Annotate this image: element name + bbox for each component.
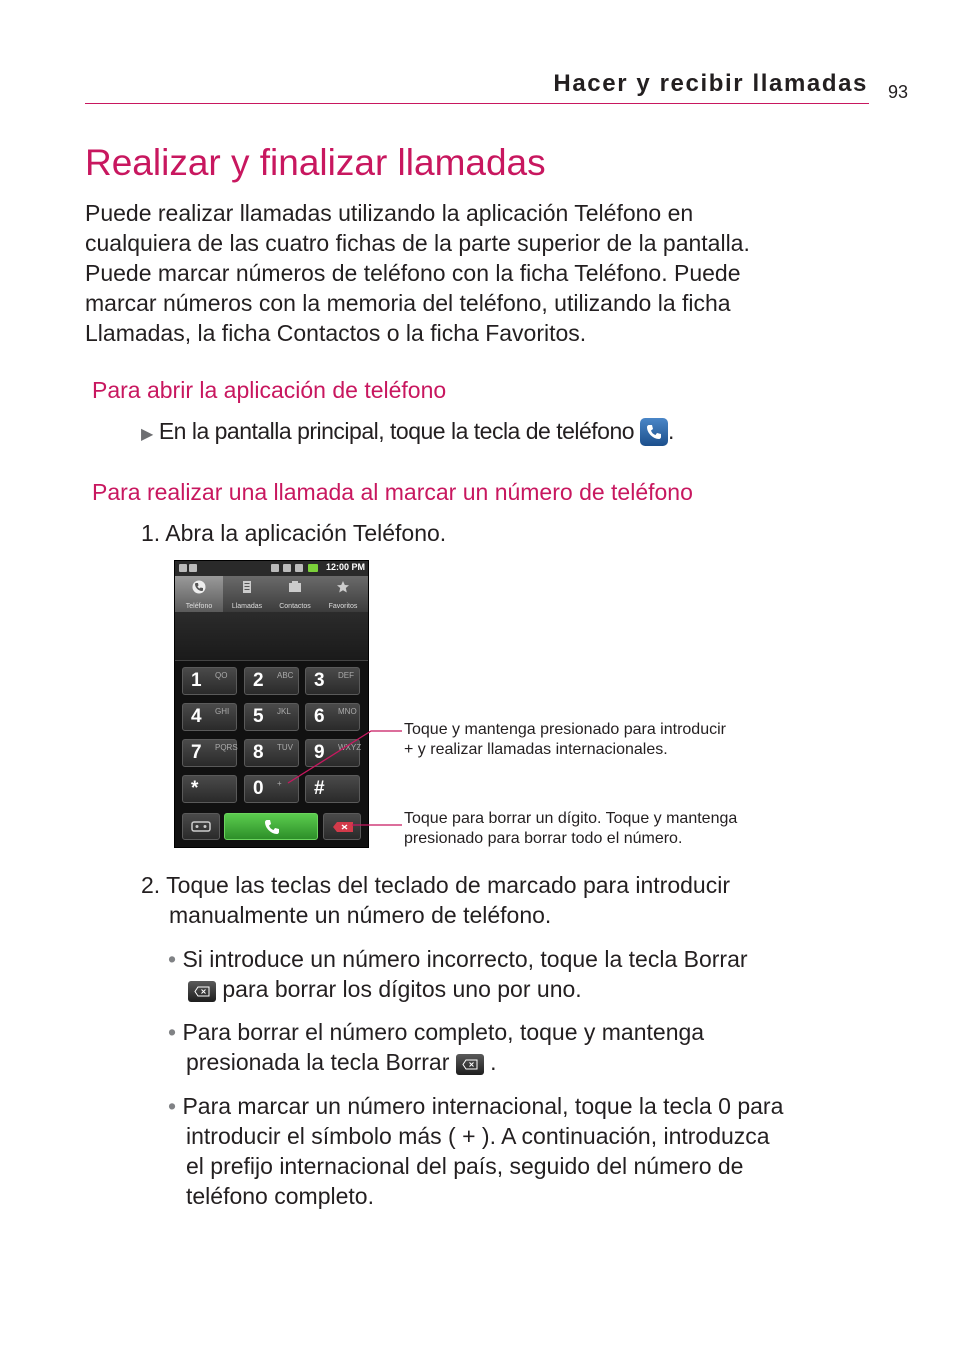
- llamadas-term: Llamadas: [85, 320, 185, 346]
- zero-key-callout: [404, 720, 726, 760]
- delete-key-icon: [456, 1054, 484, 1075]
- tab-label: Contactos: [279, 603, 311, 610]
- step-end: .: [667, 418, 674, 444]
- key-digit: 1: [191, 670, 202, 691]
- callout-line: Toque para borrar un dígito. Toque y mantenga: [404, 810, 738, 827]
- tab-label: Favoritos: [328, 603, 358, 610]
- dialpad-key[interactable]: [182, 667, 237, 695]
- bullet-text: introducir el símbolo más (: [186, 1123, 463, 1149]
- key-letters: ABC: [277, 671, 294, 680]
- key-digit: 5: [253, 706, 264, 727]
- dial-step-2: [141, 870, 730, 930]
- tab-llamadas[interactable]: [223, 576, 271, 612]
- bullet-international: [168, 1091, 783, 1211]
- key-letters: GHI: [215, 707, 230, 716]
- callout-line: + y realizar llamadas internacionales.: [404, 741, 668, 758]
- phone-key-term: tecla de teléfono: [473, 418, 635, 444]
- backspace-icon: [332, 821, 354, 833]
- phone-dialer-screenshot: [174, 560, 369, 848]
- delete-key-callout: [404, 809, 737, 849]
- tab-favoritos[interactable]: [319, 576, 367, 612]
- key-digit: 6: [314, 706, 325, 727]
- notification-icon: [189, 564, 197, 572]
- bullet-text: para borrar los dígitos uno por uno.: [216, 976, 582, 1002]
- tab-telefono[interactable]: [175, 576, 223, 612]
- key-digit: #: [314, 778, 325, 799]
- dialpad-key[interactable]: [244, 775, 299, 803]
- delete-key-term: tecla Borrar: [330, 1049, 450, 1075]
- bullet-text: Para borrar el número completo, toque y mantenga: [176, 1019, 705, 1045]
- running-head: Hacer y recibir llamadas: [553, 70, 868, 97]
- callout-line: presionado para borrar todo el número.: [404, 830, 683, 847]
- dialpad-key[interactable]: [182, 775, 237, 803]
- key-digit: 8: [253, 742, 264, 763]
- bullet-text: ). A continuación, introduzca: [475, 1123, 770, 1149]
- bullet-text: el prefijo internacional del país, seguido del número de: [186, 1153, 744, 1179]
- plus-symbol: +: [462, 1123, 476, 1149]
- bullet-end: .: [490, 1049, 497, 1075]
- dialpad-key[interactable]: [244, 667, 299, 695]
- intro-text: .: [579, 320, 587, 346]
- bullet-text: Para marcar un número internacional, toque la tecla: [176, 1093, 719, 1119]
- section-heading-open-app: Para abrir la aplicación de teléfono: [92, 377, 447, 403]
- bullet-dot: •: [168, 1093, 177, 1119]
- page-title: Realizar y finalizar llamadas: [85, 142, 546, 183]
- key-digit: 3: [314, 670, 325, 691]
- intro-line: Puede realizar llamadas utilizando la aplicación Teléfono en: [85, 200, 694, 226]
- step-line: 2. Toque las teclas del teclado de marcado para introducir: [141, 872, 730, 898]
- key-letters: +: [277, 779, 282, 788]
- key-letters: QO: [215, 671, 228, 680]
- triangle-bullet-icon: ▶: [141, 426, 153, 443]
- delete-key-icon: [188, 981, 216, 1002]
- zero-key-term: 0: [718, 1093, 731, 1119]
- number-display: [175, 612, 368, 661]
- delete-key-term: tecla Borrar: [628, 946, 748, 972]
- contactos-term: Contactos: [276, 320, 381, 346]
- bullet-dot: •: [168, 946, 177, 972]
- star-icon: [336, 580, 350, 594]
- bullet-text: para: [730, 1093, 784, 1119]
- key-letters: MNO: [338, 707, 357, 716]
- key-letters: PQRS: [215, 743, 238, 752]
- bullet-clear-all: [168, 1017, 704, 1077]
- call-log-icon: [240, 580, 254, 594]
- dialpad-key[interactable]: [244, 739, 299, 767]
- tab-contactos[interactable]: [271, 576, 319, 612]
- signal-icon: [295, 564, 303, 572]
- call-icon: [262, 818, 282, 836]
- step-text: En la pantalla principal, toque la: [158, 418, 474, 444]
- dialer-tabs: [175, 576, 368, 612]
- key-digit: 9: [314, 742, 325, 763]
- notification-icon: [179, 564, 187, 572]
- bullet-text: Si introduce un número incorrecto, toque la: [176, 946, 629, 972]
- tab-label: Llamadas: [231, 603, 263, 610]
- status-time: 12:00 PM: [325, 562, 365, 572]
- bullet-dot: •: [168, 1019, 177, 1045]
- dial-step-1: 1. Abra la aplicación Teléfono.: [141, 520, 447, 546]
- header-rule: [85, 103, 869, 104]
- intro-text: o la ficha: [380, 320, 486, 346]
- voicemail-icon: [191, 821, 211, 833]
- signal-icon: [271, 564, 279, 572]
- bullet-text: presionada la: [186, 1049, 331, 1075]
- key-letters: WXYZ: [338, 743, 362, 752]
- key-letters: JKL: [277, 707, 291, 716]
- call-button[interactable]: [224, 813, 318, 840]
- bullet-wrong-number: [168, 944, 748, 1004]
- key-digit: 0: [253, 778, 264, 799]
- step-line: manualmente un número de teléfono.: [169, 902, 552, 928]
- signal-icon: [283, 564, 291, 572]
- intro-line: marcar números con la memoria del teléfono, utilizando la ficha: [85, 290, 731, 316]
- dialpad-key[interactable]: [244, 703, 299, 731]
- page-number: 93: [888, 82, 909, 102]
- favoritos-term: Favoritos: [485, 320, 580, 346]
- key-letters: TUV: [277, 743, 293, 752]
- key-digit: 2: [253, 670, 264, 691]
- key-letters: DEF: [338, 671, 354, 680]
- dialpad-key[interactable]: [182, 739, 237, 767]
- intro-paragraph: [85, 198, 865, 348]
- phone-tab-icon: [192, 580, 206, 594]
- callout-line: Toque y mantenga presionado para introducir: [404, 721, 726, 738]
- battery-icon: [308, 564, 318, 572]
- status-bar: [175, 561, 368, 576]
- key-digit: 7: [191, 742, 202, 763]
- dialpad-key[interactable]: [182, 703, 237, 731]
- phone-key-icon: [640, 418, 668, 446]
- key-digit: 4: [191, 706, 202, 727]
- dialpad-key[interactable]: [305, 703, 360, 731]
- intro-line: Puede marcar números de teléfono con la ficha Teléfono. Puede: [85, 260, 741, 286]
- intro-line: cualquiera de las cuatro fichas de la parte superior de la pantalla.: [85, 230, 750, 256]
- dialpad-key[interactable]: [305, 739, 360, 767]
- key-digit: *: [191, 778, 199, 799]
- bullet-text: teléfono completo.: [186, 1183, 374, 1209]
- contacts-icon: [288, 580, 302, 594]
- voicemail-button[interactable]: [182, 813, 220, 840]
- dialpad-key[interactable]: [305, 775, 360, 803]
- delete-button[interactable]: [323, 813, 361, 840]
- tab-label: Teléfono: [185, 603, 213, 610]
- dialpad-key[interactable]: [305, 667, 360, 695]
- intro-line: [85, 318, 865, 348]
- section-heading-dial-number: Para realizar una llamada al marcar un número de teléfono: [92, 479, 693, 505]
- intro-text: , la ficha: [184, 320, 277, 346]
- open-app-step: [141, 416, 674, 450]
